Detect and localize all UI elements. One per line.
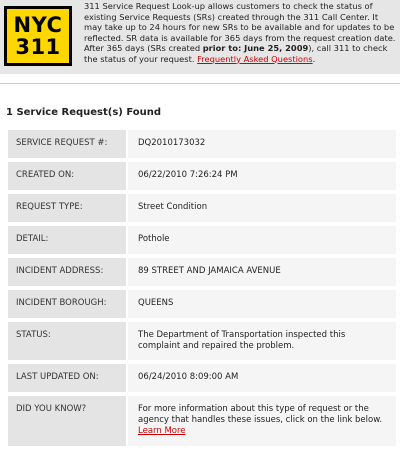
table-row: [8, 258, 396, 286]
row-value: 06/22/2010 7:26:24 PM: [128, 162, 396, 190]
intro-cutoff-date: prior to: June 25, 2009: [202, 43, 309, 53]
faq-link[interactable]: Frequently Asked Questions: [197, 53, 313, 64]
intro-text: [84, 1, 396, 64]
intro-text-3: .: [312, 53, 316, 64]
row-label: SERVICE REQUEST #:: [8, 130, 126, 158]
row-value: [128, 396, 396, 446]
row-label: INCIDENT ADDRESS:: [8, 258, 126, 286]
service-request-table: [8, 130, 396, 450]
table-row: [8, 226, 396, 254]
row-value: QUEENS: [128, 290, 396, 318]
logo-line-1: NYC: [13, 13, 63, 37]
table-row: [8, 290, 396, 318]
intro-text-2: ), call 311 to check the status of your request.: [84, 43, 388, 64]
logo-line-2: 311: [15, 35, 61, 59]
table-row: [8, 396, 396, 446]
row-value: 89 STREET AND JAMAICA AVENUE: [128, 258, 396, 286]
row-value: Street Condition: [128, 194, 396, 222]
row-label: STATUS:: [8, 322, 126, 360]
did-you-know-text: For more information about this type of request or the agency that handles these issues, click on the link below.: [138, 404, 383, 425]
intro-text-1: 311 Service Request Look-up allows customers to check the status of existing Service Requests (SRs) created through the 311 Call Center. It may take up to 24 hours for new SRs to be available and for updates to be reflected. SR data is available for 365 days from the request creation date. After 365 days (SRs created: [84, 1, 396, 53]
row-label: REQUEST TYPE:: [8, 194, 126, 222]
row-value: DQ2010173032: [128, 130, 396, 158]
table-row: [8, 130, 396, 158]
nyc311-logo[interactable]: [4, 6, 72, 66]
table-row: [8, 194, 396, 222]
divider: [0, 83, 400, 84]
row-label: DID YOU KNOW?: [8, 396, 126, 446]
table-row: [8, 322, 396, 360]
table-row: [8, 364, 396, 392]
row-value: Pothole: [128, 226, 396, 254]
row-label: LAST UPDATED ON:: [8, 364, 126, 392]
row-label: INCIDENT BOROUGH:: [8, 290, 126, 318]
row-label: CREATED ON:: [8, 162, 126, 190]
learn-more-link[interactable]: Learn More: [138, 426, 186, 436]
table-row: [8, 162, 396, 190]
row-value: The Department of Transportation inspected this complaint and repaired the problem.: [128, 322, 396, 360]
results-heading: 1 Service Request(s) Found: [6, 107, 162, 118]
row-value: 06/24/2010 8:09:00 AM: [128, 364, 396, 392]
header-panel: [0, 0, 400, 74]
row-label: DETAIL:: [8, 226, 126, 254]
